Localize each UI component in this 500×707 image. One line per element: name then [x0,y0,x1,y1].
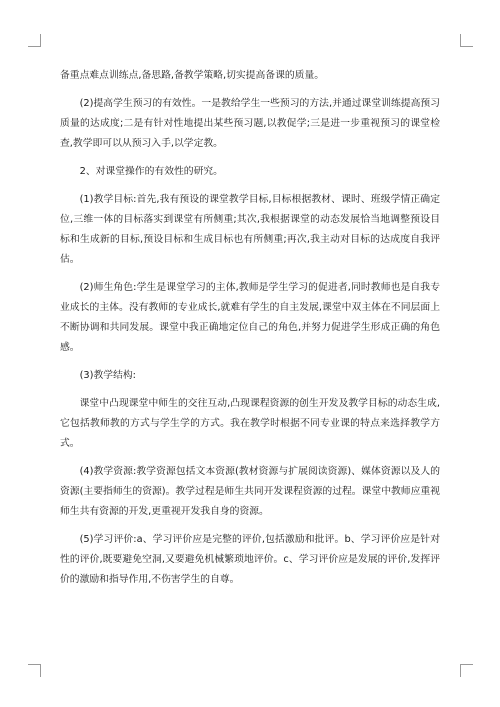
paragraph-preview-effectiveness: (2)提高学生预习的有效性。一是教给学生一些预习的方法,并通过课堂训练提高预习质量的达成度;二是有针对性地提出某些预习题,以教促学;三是进一步重视预习的课堂检查,教学即可以从预习入手,以学定教。 [60,98,440,149]
section-heading-classroom-operation: 2、对课堂操作的有效性的研究。 [79,166,223,177]
paragraph-teacher-student-roles: (2)师生角色:学生是课堂学习的主体,教师是学生学习的促进者,同时教师也是自我专业成长的主体。没有教师的专业成长,就难有学生的自主发展,课堂中双主体在不同层面上不断协调和共同发展。课堂中我正确地定位自己的角色,并努力促进学生形成正确的角色感。 [60,282,440,353]
crop-mark-top-right [460,34,473,47]
document-body [60,66,440,598]
paragraph-teaching-resources: (4)教学资源:教学资源包括文本资源(教材资源与扩展阅读资源)、媒体资源以及人的资源(主要指师生的资源)。教学过程是师生共同开发课程资源的过程。课堂中教师应重视师生共有资源的开发,更重视开发我自身的资源。 [60,466,440,517]
paragraph-teaching-structure-heading: (3)教学结构: [79,370,136,381]
paragraph-teaching-goals: (1)教学目标:首先,我有预设的课堂教学目标,目标根据教材、课时、班级学情正确定位,三维一体的目标落实到课堂有所侧重;其次,我根据课堂的动态发展恰当地调整预设目标和生成新的目标,预设目标和生成目标也有所侧重;再次,我主动对目标的达成度自我评估。 [60,194,440,265]
paragraph-continuation: 备重点难点训练点,备思路,备教学策略,切实提高备课的质量。 [60,70,325,81]
paragraph-learning-evaluation: (5)学习评价:a、学习评价应是完整的评价,包括激励和批评。b、学习评价应是针对性的评价,既要避免空洞,又要避免机械繁琐地评价。c、学习评价应是发展的评价,发挥评价的激励和指导作用,不伤害学生的自尊。 [60,534,440,585]
crop-mark-bottom-right [460,664,473,677]
paragraph-teaching-structure: 课堂中凸现课堂中师生的交往互动,凸现课程资源的创生开发及教学目标的动态生成,它包括教师教的方式与学生学的方式。我在教学时根据不同专业课的特点来选择教学方式。 [60,398,440,449]
crop-mark-bottom-left [28,664,41,677]
crop-mark-top-left [28,34,41,47]
